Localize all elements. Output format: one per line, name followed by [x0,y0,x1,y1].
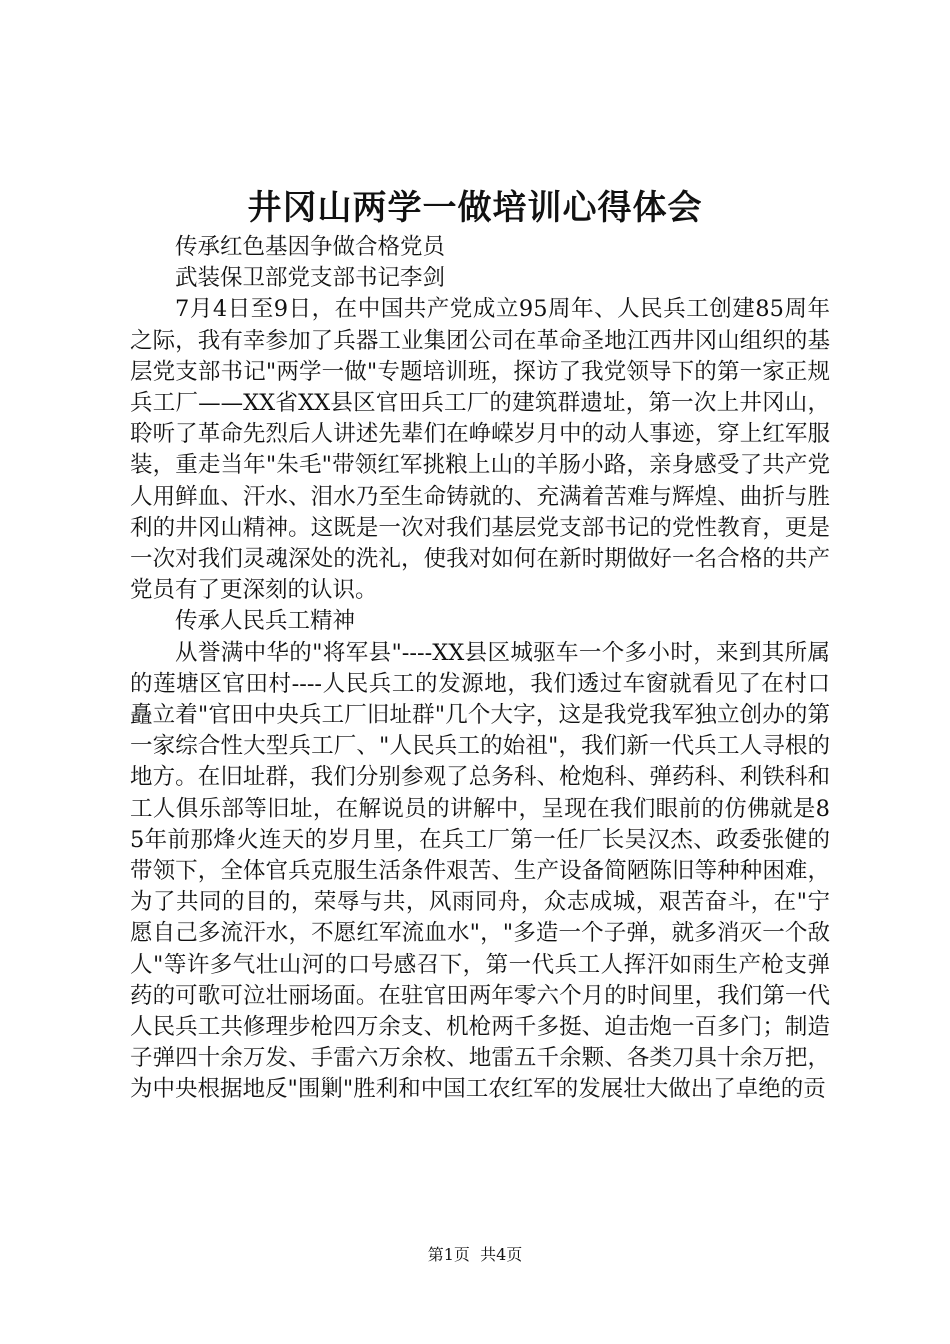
document-body [130,232,830,1106]
page-total: 共4页 [480,1245,523,1264]
body-paragraph: 从誉满中华的"将军县"----XX县区城驱车一个多小时，来到其所属的莲塘区官田村----人民兵工的发源地，我们透过车窗就看见了在村口矗立着"官田中央兵工厂旧址群"几个大字，这是我党我军独立创办的第一家综合性大型兵工厂、"人民兵工的始祖"，我们新一代兵工人寻根的地方。在旧址群，我们分别参观了总务科、枪炮科、弹药科、利铁科和工人俱乐部等旧址，在解说员的讲解中，呈现在我们眼前的仿佛就是85年前那烽火连天的岁月里，在兵工厂第一任厂长吴汉杰、政委张健的带领下，全体官兵克服生活条件艰苦、生产设备简陋陈旧等种种困难，为了共同的目的，荣辱与共，风雨同舟，众志成城，艰苦奋斗，在"宁愿自己多流汗水，不愿红军流血水"，"多造一个子弹，就多消灭一个敌人"等许多气壮山河的口号感召下，第一代兵工人挥汗如雨生产枪支弹药的可歌可泣壮丽场面。在驻官田两年零六个月的时间里，我们第一代人民兵工共修理步枪四万余支、机枪两千多挺、迫击炮一百多门；制造子弹四十余万发、手雷六万余枚、地雷五千余颗、各类刀具十余万把，为中央根据地反"围剿"胜利和中国工农红军的发展壮大做出了卓绝的贡 [130,639,830,1103]
page-footer [0,1243,950,1267]
page-number: 第1页 [427,1245,470,1264]
document-title: 井冈山两学一做培训心得体会 [247,188,703,228]
body-paragraph: 7月4日至9日，在中国共产党成立95周年、人民兵工创建85周年之际，我有幸参加了兵器工业集团公司在革命圣地江西井冈山组织的基层党支部书记"两学一做"专题培训班，探访了我党领导下的第一家正规兵工厂——XX省XX县区官田兵工厂的建筑群遗址，第一次上井冈山，聆听了革命先烈后人讲述先辈们在峥嵘岁月中的动人事迹，穿上红军服装，重走当年"朱毛"带领红军挑粮上山的羊肠小路，亲身感受了共产党人用鲜血、汗水、泪水乃至生命铸就的、充满着苦难与辉煌、曲折与胜利的井冈山精神。这既是一次对我们基层党支部书记的党性教育，更是一次对我们灵魂深处的洗礼，使我对如何在新时期做好一名合格的共产党员有了更深刻的认识。 [130,296,830,604]
section-heading: 传承人民兵工精神 [175,608,356,635]
subtitle-line: 传承红色基因争做合格党员 [175,234,446,260]
author-line: 武装保卫部党支部书记李剑 [175,265,446,292]
